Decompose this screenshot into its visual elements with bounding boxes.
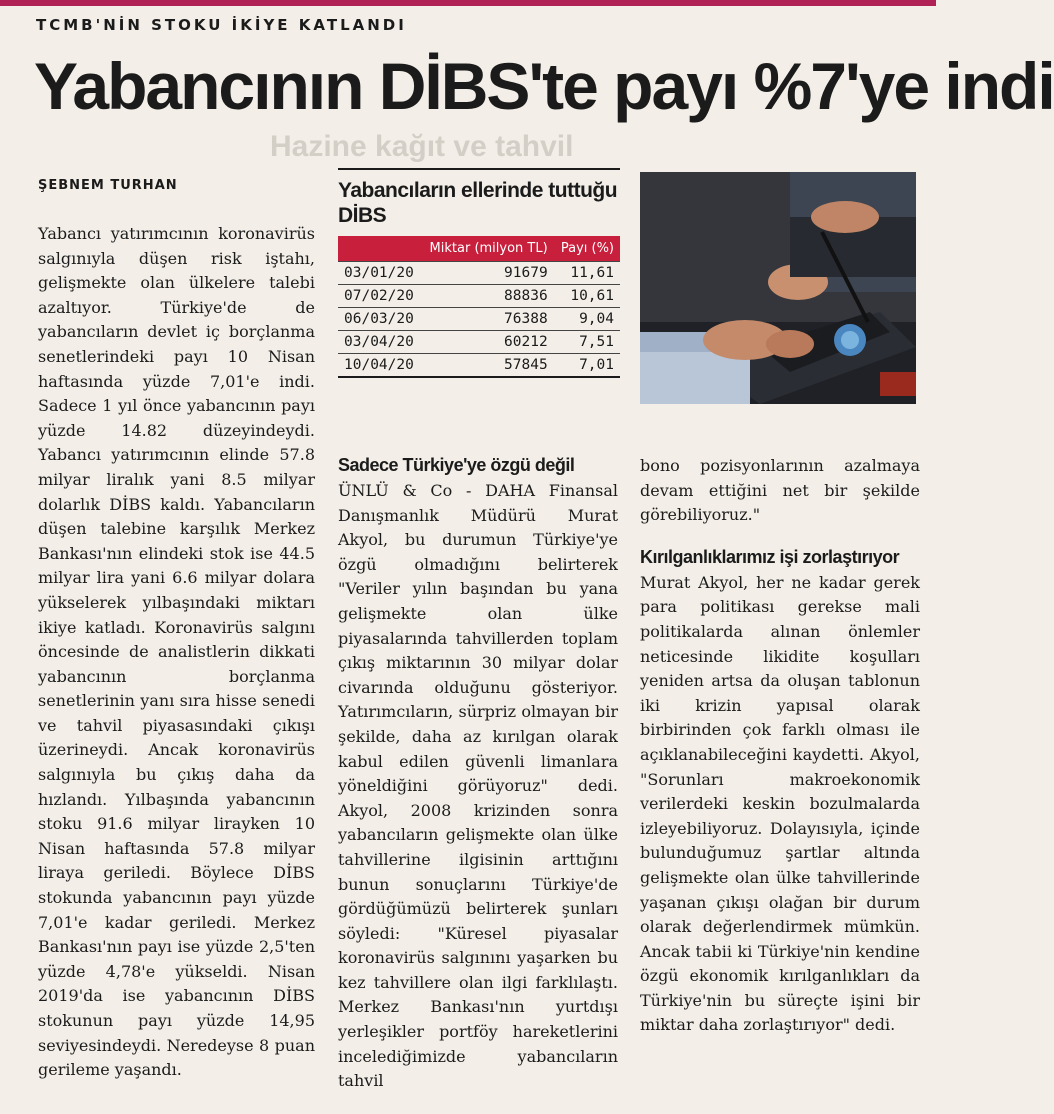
cell-share: 9,04 (554, 308, 620, 331)
cell-share: 11,61 (554, 262, 620, 285)
paragraph: ÜNLÜ & Co - DAHA Finansal Danışmanlık Müdürü Murat Akyol, bu durumun Türkiye'ye özgü olmadığını belirterek "Veriler yılın başından bu yana gelişmekte olan ülke piyasalarında tahvillerden toplam çıkış miktarının 30 milyar dolar civarında olduğunu gösteriyor. Yatırımcıların, sürpriz olmayan bir şekilde, daha az kırılgan olarak kabul edilen güvenli limanlara yöneldiğini görüyoruz" dedi. Akyol, 2008 krizinden sonra yabancıların gelişmekte olan ülke tahvillerine ilgisinin arttığını bunun sonuçlarını Türkiye'de gördüğümüzü belirterek şunları söyledi: "Küresel piyasalar koronavirüs salgınını yaşarken bu kez tahvillere olan ilgi farklılaştı. Merkez Bankası'nın yurtdışı yerleşikler portföy hareketlerini incelediğimizde yabancıların tahvil (338, 481, 618, 1091)
bleed-through-headline: Hazine kağıt ve tahvil (270, 130, 574, 163)
article-photo (640, 172, 916, 404)
cell-amount: 76388 (421, 308, 553, 331)
col-header-amount: Miktar (milyon TL) (421, 236, 553, 262)
table-row (338, 331, 620, 354)
top-accent-bar (0, 0, 936, 6)
cell-amount: 60212 (421, 331, 553, 354)
cell-date: 10/04/20 (338, 354, 421, 378)
byline: ŞEBNEM TURHAN (38, 178, 178, 193)
cell-date: 06/03/20 (338, 308, 421, 331)
table-title: Yabancıların ellerinde tuttuğu DİBS (338, 179, 618, 227)
kicker: TCMB'NİN STOKU İKİYE KATLANDI (36, 16, 407, 34)
dibs-table (338, 236, 620, 378)
cell-share: 10,61 (554, 285, 620, 308)
col-header-share: Payı (%) (554, 236, 620, 262)
cell-amount: 91679 (421, 262, 553, 285)
cell-share: 7,51 (554, 331, 620, 354)
table-row (338, 285, 620, 308)
cell-date: 07/02/20 (338, 285, 421, 308)
col-header-date (338, 236, 421, 262)
article-column-3 (640, 454, 920, 1038)
article-column-2 (338, 454, 618, 1094)
table-row (338, 354, 620, 378)
subheading: Kırılganlıklarımız işi zorlaştırıyor (640, 546, 900, 567)
cell-share: 7,01 (554, 354, 620, 378)
cell-amount: 88836 (421, 285, 553, 308)
article-column-1 (38, 222, 315, 1083)
headline: Yabancının DİBS'te payı %7'ye indi (34, 49, 1054, 123)
table-row (338, 308, 620, 331)
cell-amount: 57845 (421, 354, 553, 378)
subheading: Sadece Türkiye'ye özgü değil (338, 455, 575, 475)
cell-date: 03/01/20 (338, 262, 421, 285)
paragraph: Murat Akyol, her ne kadar gerek para politikası gerekse mali politikalarda alınan önlemler neticesinde likidite koşulları yeniden artsa da oluşan tablonun iki krizin yapısal olarak birbirinden çok farklı olması ile açıklanabileceğini kaydetti. Akyol, "Sorunları makroekonomik verilerdeki keskin bozulmalarda izleyebiliyoruz. Dolayısıyla, içinde bulunduğumuz şartlar altında gelişmekte olan ülke tahvillerinde yaşanan çıkışı olağan bir durum olarak değerlendirmek mümkün. Ancak tabii ki Türkiye'nin kendine özgü ekonomik kırılganlıkları da Türkiye'nin bu süreçte işini bir miktar daha zorlaştırıyor" dedi. (640, 572, 920, 1035)
photo-illustration (640, 172, 916, 404)
table-header-row (338, 236, 620, 262)
paragraph: bono pozisyonlarının azalmaya devam ettiğini net bir şekilde görebiliyoruz." (640, 456, 920, 525)
table-top-rule (338, 168, 620, 170)
cell-date: 03/04/20 (338, 331, 421, 354)
paragraph: Yabancı yatırımcının koronavirüs salgınıyla düşen risk iştahı, gelişmekte olan ülkelere talebi azaltıyor. Türkiye'de de yabancıların devlet iç borçlanma senetlerindeki payı 10 Nisan haftasında yüzde 7,01'e indi. Sadece 1 yıl önce yabancının payı yüzde 14.82 düzeyindeydi. Yabancı yatırımcının elinde 57.8 milyar liralık yani 8.5 milyar dolarlık DİBS kaldı. Yabancıların düşen talebine karşılık Merkez Bankası'nın elindeki stok ise 44.5 milyar lira yani 6.6 milyar dolara yükselerek yılbaşındaki miktarı ikiye katladı. Koronavirüs salgını öncesinde de analistlerin dikkati yabancının borçlanma senetlerinin yanı sıra hisse senedi ve tahvil piyasasındaki çıkışı üzerineydi. Ancak koronavirüs salgınıyla bu çıkış daha da hızlandı. Yılbaşında yabancının stoku 91.6 milyar lirayken 10 Nisan haftasında 57.8 milyar liraya geriledi. Böylece DİBS stokunda yabancının payı yüzde 7,01'e kadar geriledi. Merkez Bankası'nın payı ise yüzde 2,5'ten yüzde 4,78'e yükseldi. Nisan 2019'da ise yabancının DİBS stokunun payı yüzde 14,95 seviyesindeydi. Neredeyse 8 puan gerileme yaşandı. (38, 224, 315, 1080)
table-row (338, 262, 620, 285)
